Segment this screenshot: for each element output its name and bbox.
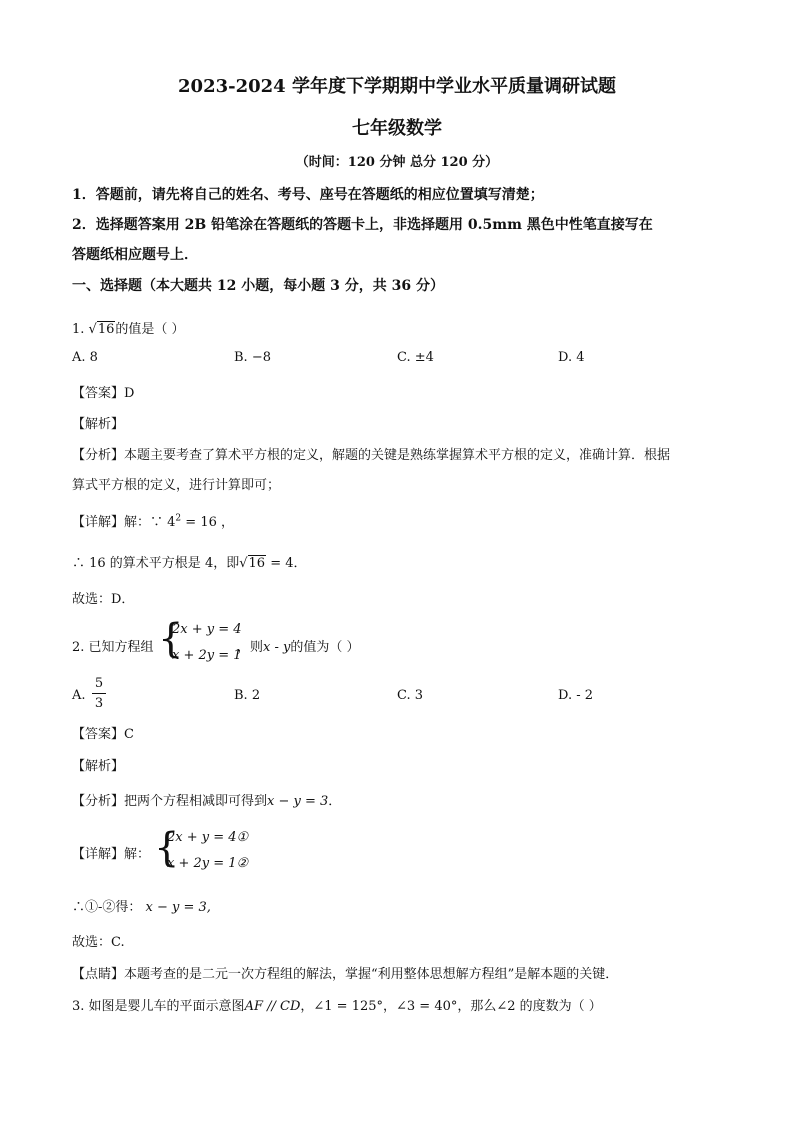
q2-option-a-fraction bbox=[92, 676, 106, 711]
q3-num: 3. bbox=[72, 999, 85, 1014]
q1-detail-line1 bbox=[72, 511, 234, 530]
q1-analysis-tag: 【解析】 bbox=[72, 417, 125, 432]
q2-answer-tag: 【答案】 bbox=[72, 727, 125, 742]
q1-detail-exponent: 2 bbox=[175, 513, 182, 524]
q1-detail2-end: = 4． bbox=[266, 556, 307, 571]
q2-detail-brace-icon: { bbox=[154, 825, 180, 871]
q2-detail-pre: 解： bbox=[124, 847, 151, 862]
q1-answer-tag: 【答案】 bbox=[72, 386, 125, 401]
q1-detail-text: 解：∵ 4 bbox=[124, 515, 176, 530]
exam-time-info: （时间：120 分钟 总分 120 分） bbox=[295, 155, 499, 170]
q2-option-c: C. 3 bbox=[397, 688, 424, 703]
q2-fenxi-text: 把两个方程相减即可得到 bbox=[124, 794, 268, 809]
fraction-bar bbox=[92, 693, 106, 694]
q2-fenxi-line bbox=[72, 790, 341, 809]
sqrt-symbol: √16 bbox=[88, 322, 115, 337]
q2-choose: 故选：C. bbox=[72, 935, 125, 950]
exam-title: 2023-2024 学年度下学期期中学业水平质量调研试题 bbox=[178, 76, 616, 97]
q2-answer: C bbox=[124, 727, 134, 742]
q1-radicand: 16 bbox=[97, 322, 115, 337]
q1-option-c: C. ±4 bbox=[397, 350, 434, 365]
q1-stem-text: 的值是（ ） bbox=[115, 322, 185, 337]
section-heading: 一、选择题（本大题共 12 小题，每小题 3 分，共 36 分） bbox=[72, 278, 444, 294]
q1-fenxi-line2: 算式平方根的定义，进行计算即可； bbox=[72, 478, 281, 493]
q2-equation-system bbox=[172, 617, 242, 669]
q3-expr: AF // CD bbox=[244, 999, 301, 1014]
q2-analysis-tag: 【解析】 bbox=[72, 759, 125, 774]
q2-dianjing-line bbox=[72, 963, 618, 982]
q1-fenxi-text1: 本题主要考查了算术平方根的定义，解题的关键是熟练掌握算术平方根的定义，准确计算．根据 bbox=[124, 448, 671, 463]
q1-answer-line bbox=[72, 382, 134, 401]
q1-stem bbox=[72, 318, 185, 337]
q1-detail2-radicand: 16 bbox=[248, 556, 266, 571]
q2-frac-num: 5 bbox=[94, 676, 104, 691]
q1-detail2-text: ∴ 16 的算术平方根是 4，即 bbox=[72, 556, 240, 571]
q3-text-a: 如图是婴儿车的平面示意图 bbox=[88, 999, 245, 1014]
instruction-1: 1．答题前，请先将自己的姓名、考号、座号在答题纸的相应位置填写清楚； bbox=[72, 187, 544, 203]
q2-option-a-label: A. bbox=[72, 688, 86, 703]
q2-detail-eq2: x + 2y = 1② bbox=[167, 856, 249, 871]
q2-frac-den: 3 bbox=[94, 696, 104, 711]
q2-num: 2. bbox=[72, 640, 85, 655]
q2-detail-eq1: 2x + y = 4① bbox=[167, 830, 249, 845]
q1-fenxi-line1 bbox=[72, 444, 670, 463]
q2-dianjing-text: 本题考查的是二元一次方程组的解法，掌握“利用整体思想解方程组”是解本题的关键． bbox=[124, 967, 619, 982]
q2-eq1: 2x + y = 4 bbox=[172, 622, 242, 637]
q2-post: ，则 bbox=[237, 640, 264, 655]
q2-fenxi-end: ． bbox=[328, 794, 342, 809]
q2-answer-line bbox=[72, 723, 134, 742]
q3-text-b: ，∠1 = 125°，∠3 = 40°，那么∠2 的度数为（ ） bbox=[300, 999, 602, 1014]
exam-subject: 七年级数学 bbox=[352, 118, 442, 139]
q1-option-d: D. 4 bbox=[558, 350, 585, 365]
q1-number: 1. bbox=[72, 322, 85, 337]
q2-detail-system bbox=[167, 825, 248, 877]
q2-brace-icon: { bbox=[158, 616, 184, 662]
q2-fenxi-tag: 【分析】 bbox=[72, 794, 125, 809]
q2-fenxi-expr: x − y = 3 bbox=[267, 794, 329, 809]
q1-option-a: A. 8 bbox=[72, 350, 98, 365]
q1-option-b: B. −8 bbox=[234, 350, 271, 365]
q2-detail-tag: 【详解】 bbox=[72, 847, 125, 862]
q2-expr: x - y bbox=[263, 640, 291, 655]
q2-therefore: ∴①-②得： bbox=[72, 900, 142, 915]
q1-detail-tag: 【详解】 bbox=[72, 515, 125, 530]
q1-choose: 故选：D． bbox=[72, 592, 135, 607]
q2-eq2: x + 2y = 1 bbox=[172, 648, 242, 663]
q2-detail-line bbox=[72, 843, 150, 862]
q2-therefore-line bbox=[72, 896, 211, 915]
instruction-2: 2．选择题答案用 2B 铅笔涂在答题纸的答题卡上，非选择题用 0.5mm 黑色中性笔直接写在 bbox=[72, 217, 653, 233]
q2-pre: 已知方程组 bbox=[88, 640, 154, 655]
q2-option-b: B. 2 bbox=[234, 688, 261, 703]
q2-therefore-expr: x − y = 3, bbox=[145, 900, 211, 915]
sqrt-symbol-2: √16 bbox=[239, 556, 266, 571]
instruction-3: 答题纸相应题号上． bbox=[72, 247, 198, 263]
q2-number bbox=[72, 636, 154, 655]
q1-detail-line2 bbox=[72, 552, 307, 571]
q3-stem bbox=[72, 995, 602, 1014]
q2-dianjing-tag: 【点睛】 bbox=[72, 967, 125, 982]
q2-post2: 的值为（ ） bbox=[290, 640, 360, 655]
q1-fenxi-tag: 【分析】 bbox=[72, 448, 125, 463]
q1-answer: D bbox=[124, 386, 135, 401]
q2-option-d: D. - 2 bbox=[558, 688, 594, 703]
q2-stem-tail bbox=[237, 636, 360, 655]
q1-detail-result: = 16 ， bbox=[181, 515, 234, 530]
